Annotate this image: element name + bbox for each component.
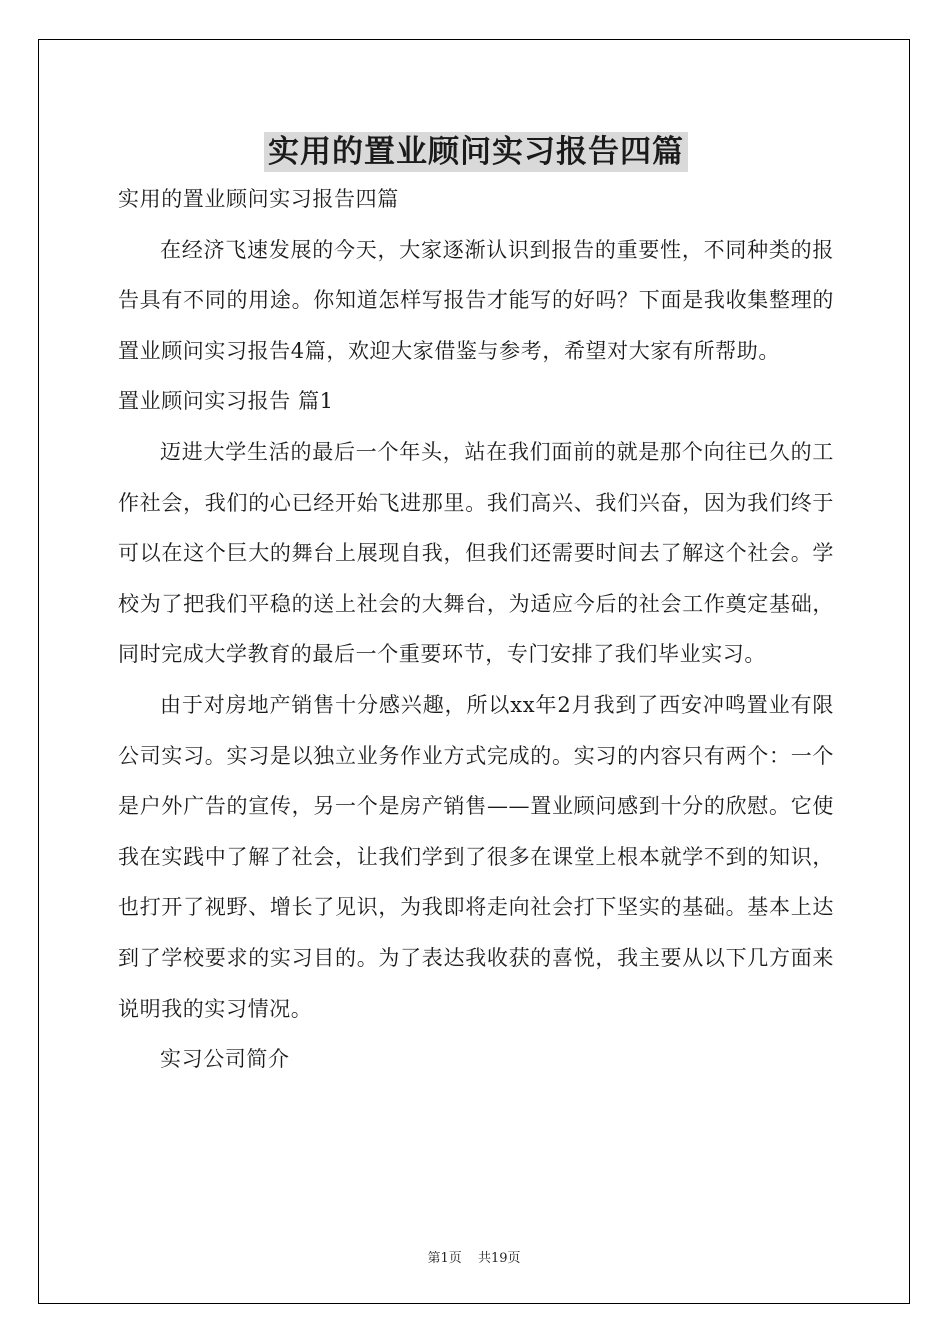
page-footer	[39, 1247, 909, 1266]
page-number: 第1页	[427, 1251, 462, 1266]
document-title-text: 实用的置业顾问实习报告四篇	[264, 132, 688, 172]
document-title	[118, 128, 834, 174]
sub-heading: 实习公司简介	[160, 1047, 290, 1072]
document-page	[38, 39, 910, 1304]
document-content	[118, 128, 834, 1085]
document-subtitle: 实用的置业顾问实习报告四篇	[118, 187, 399, 211]
section-heading: 置业顾问实习报告 篇1	[118, 389, 334, 414]
body-paragraph-1: 迈进大学生活的最后一个年头，站在我们面前的就是那个向往已久的工作社会，我们的心已经开始飞进那里。我们高兴、我们兴奋，因为我们终于可以在这个巨大的舞台上展现自我，但我们还需要时间去了解这个社会。学校为了把我们平稳的送上社会的大舞台，为适应今后的社会工作奠定基础，同时完成大学教育的最后一个重要环节，专门安排了我们毕业实习。	[118, 439, 834, 667]
intro-paragraph: 在经济飞速发展的今天，大家逐渐认识到报告的重要性，不同种类的报告具有不同的用途。你知道怎样写报告才能写的好吗？下面是我收集整理的置业顾问实习报告4篇，欢迎大家借鉴与参考，希望对大家有所帮助。	[118, 237, 834, 363]
body-paragraph-2: 由于对房地产销售十分感兴趣，所以xx年2月我到了西安冲鸣置业有限公司实习。实习是以独立业务作业方式完成的。实习的内容只有两个：一个是户外广告的宣传，另一个是房产销售——置业顾问感到十分的欣慰。它使我在实践中了解了社会，让我们学到了很多在课堂上根本就学不到的知识，也打开了视野、增长了见识，为我即将走向社会打下坚实的基础。基本上达到了学校要求的实习目的。为了表达我收获的喜悦，我主要从以下几方面来说明我的实习情况。	[118, 692, 834, 1021]
page-total: 共19页	[477, 1251, 521, 1266]
